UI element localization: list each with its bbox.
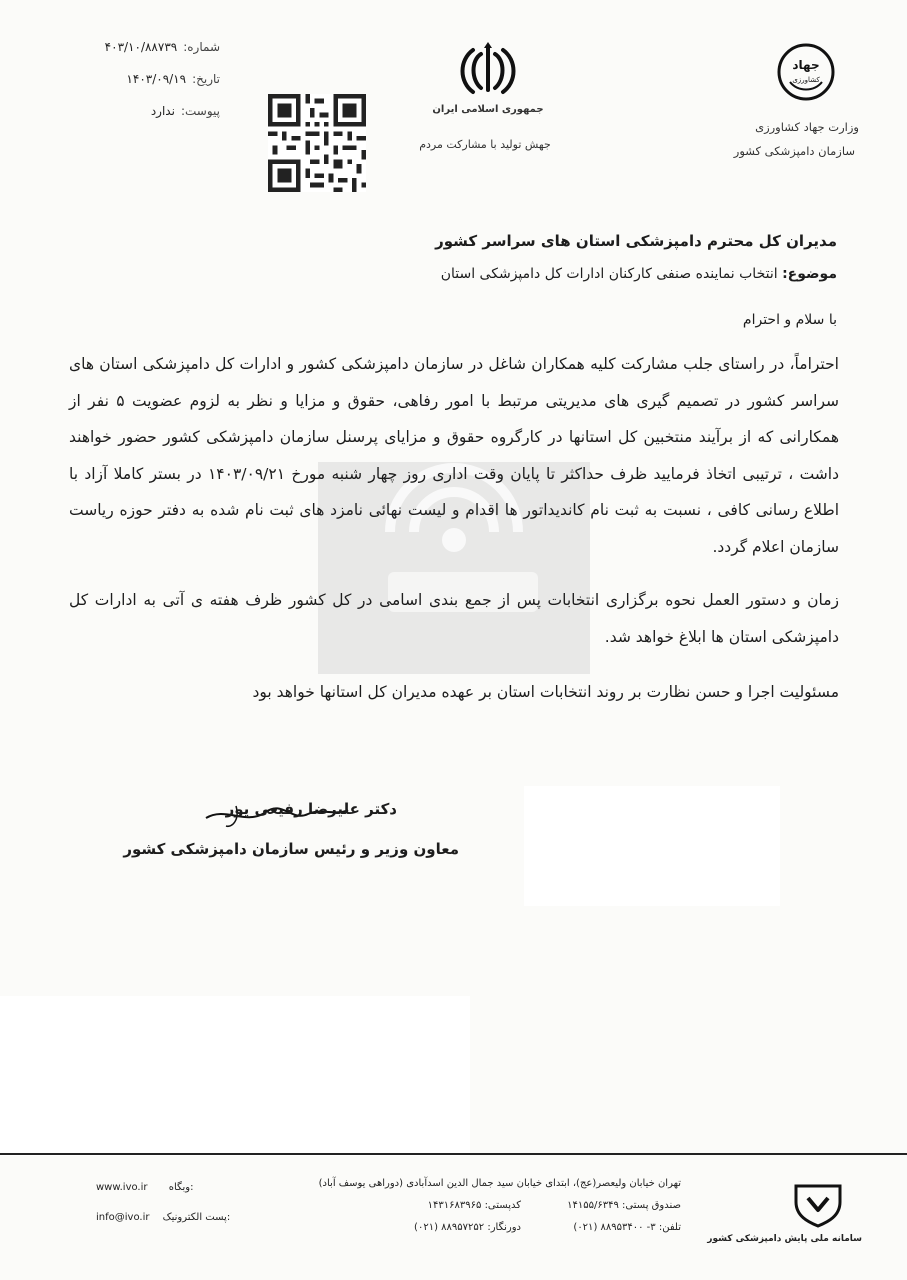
iran-emblem-icon xyxy=(455,40,521,100)
signatory-name: دکتر علیرضا رفیعی پور xyxy=(225,800,397,818)
fax-value: ۸۸۹۵۷۲۵۲ (۰۲۱) xyxy=(414,1222,485,1233)
qr-code xyxy=(268,94,366,192)
email-label: پست الکترونیک: xyxy=(162,1212,231,1223)
recipient: مدیران کل محترم دامپزشکی استان های سراسر کشور xyxy=(435,232,837,250)
footer-website xyxy=(96,1182,194,1193)
postcode-value: ۱۴۳۱۶۸۳۹۶۵ xyxy=(427,1200,482,1211)
subject-label: موضوع: xyxy=(782,266,837,282)
phone-label: تلفن: xyxy=(658,1222,681,1233)
slogan: جهش تولید با مشارکت مردم xyxy=(419,138,551,151)
footer-email xyxy=(96,1212,230,1223)
website-value[interactable]: www.ivo.ir xyxy=(96,1182,148,1193)
footer-logo-caption: سامانه ملی پایش دامپزشکی کشور xyxy=(707,1234,862,1244)
letter-number xyxy=(70,40,220,54)
signatory-title: معاون وزیر و رئیس سازمان دامپزشکی کشور xyxy=(123,840,459,858)
paragraph-2: زمان و دستور العمل نحوه برگزاری انتخابات پس از جمع بندی اسامی در کل کشور ظرف هفته ی آتی به ادارات کل دامپزشکی استان ها ابلاغ خواهد شد. xyxy=(69,591,839,646)
footer-pobox xyxy=(567,1200,681,1211)
logo-text-top: جهاد xyxy=(792,58,820,72)
paragraph-1: احتراماً، در راستای جلب مشارکت کلیه همکاران شاغل در سازمان دامپزشکی کشور و ادارات کل دامپزشکی استان های سراسر کشور در تصمیم گیری های مدیریتی مرتبط با امور رفاهی، حقوق و مزایا و نظر به لزوم عضویت ۵ نفر از همکارانی که از برآیند منتخبین کل استانها در کارگروه حقوق و مزایای پرسنل سازمان دامپزشکی کشور حضور خواهند داشت ، ترتیبی اتخاذ فرمایید ظرف حداکثر تا پایان وقت اداری روز چهار شنبه مورخ ۱۴۰۳/۰۹/۲۱ در بستر کاملا آزاد با اطلاع رسانی کافی ، نسبت به ثبت نام کاندیداتور ها اقدام و لیست نهائی نامزد های ثبت نام شده به دفتر حوزه ریاست سازمان اعلام گردد. xyxy=(69,355,840,556)
redacted-area xyxy=(0,996,470,1156)
postcode-label: کدپستی: xyxy=(484,1200,521,1211)
letter-date xyxy=(70,72,220,86)
pobox-label: صندوق پستی: xyxy=(622,1200,681,1211)
subject-line xyxy=(441,266,837,282)
letter-attachment-label: پیوست: xyxy=(180,104,220,118)
logo-text-bottom: کشاورزی xyxy=(792,76,820,84)
fax-label: دورنگار: xyxy=(487,1222,521,1233)
greeting: با سلام و احترام xyxy=(742,312,837,328)
jihad-agriculture-logo-icon xyxy=(776,42,836,102)
website-label: وبگاه: xyxy=(168,1182,194,1193)
letter-attachment-value: ندارد xyxy=(150,104,175,118)
emblem-caption: جمهوری اسلامی ایران xyxy=(432,104,544,115)
letter-number-value: ۴۰۳/۱۰/۸۸۷۳۹ xyxy=(104,40,178,54)
ministry-name: وزارت جهاد کشاورزی xyxy=(755,120,859,134)
letter-date-label: تاریخ: xyxy=(192,72,220,86)
letter-number-label: شماره: xyxy=(183,40,220,54)
pobox-value: ۱۴۱۵۵/۶۳۴۹ xyxy=(567,1200,619,1211)
footer-postcode xyxy=(428,1200,521,1211)
redacted-area xyxy=(524,786,780,906)
footer-phone xyxy=(573,1222,681,1233)
email-value[interactable]: info@ivo.ir xyxy=(96,1212,150,1223)
organization-name: سازمان دامپزشکی کشور xyxy=(733,144,855,158)
letter-attachment xyxy=(70,104,220,118)
monitoring-system-logo-icon xyxy=(786,1180,850,1230)
paragraph-3: مسئولیت اجرا و حسن نظارت بر روند انتخابات استان بر عهده مدیران کل استانها خواهد بود xyxy=(252,683,839,701)
footer-divider xyxy=(0,1153,907,1155)
phone-value: ۳- ۸۸۹۵۳۴۰۰ (۰۲۱) xyxy=(573,1222,656,1233)
footer-fax xyxy=(414,1222,521,1233)
footer-address: تهران خیابان ولیعصر(عج)، ابتدای خیابان سید جمال الدین اسدآبادی (دوراهی یوسف آباد) xyxy=(318,1178,681,1189)
subject-text: انتخاب نماینده صنفی کارکنان ادارات کل دامپزشکی استان xyxy=(440,266,778,282)
letter-date-value: ۱۴۰۳/۰۹/۱۹ xyxy=(126,72,187,86)
